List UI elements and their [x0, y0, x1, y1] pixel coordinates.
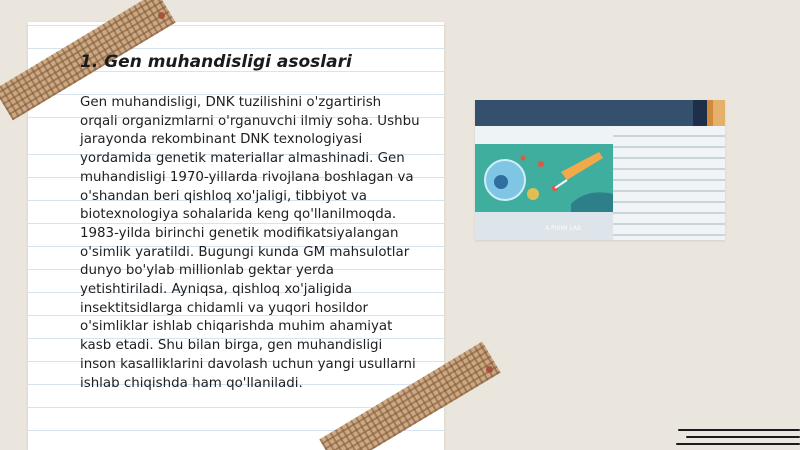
image-header-bar — [475, 100, 725, 126]
decorative-line-2 — [686, 436, 800, 438]
tape-pin-bottom — [486, 366, 493, 373]
decorative-line-1 — [678, 429, 800, 431]
decorative-line-3 — [676, 443, 800, 445]
cell-icon — [475, 144, 613, 212]
slide-body-text: Gen muhandisligi, DNK tuzilishini o'zgartirish orqali organizmlarni o'rganuvchi ilmiy soha. Ushbu jarayonda rekombinant DNK texnologiyasi yordamida genetik materiallar almashinadi. Gen muhandisligi 1970-yillarda rivojlana boshlagan va o'shandan beri qishloq xo'jaligi, tibbiyot va biotexnologiya sohalarida keng qo'llanilmoqda. 1983-yilda birinchi genetik modifikatsiyalangan o'simlik yaratildi. Bugungi kunda GM mahsulotlar dunyo bo'ylab millionlab gektar yerda yetishtiriladi. Ayniqsa, qishloq xo'jaligida insektitsidlarga chidamli va yuqori hosildor o'simliklar ishlab chiqarishda muhim ahamiyat kasb etadi. Shu bilan birga, gen muhandisligi inson kasalliklarini davolash uchun yangi usullarni ishlab chiqishda ham qo'llaniladi. — [80, 95, 420, 391]
image-footer — [475, 212, 613, 240]
tape-pin-top — [158, 12, 165, 19]
slide-title: 1. Gen muhandisligi asoslari — [80, 52, 352, 72]
genetic-engineering-image — [475, 100, 725, 240]
image-caption: A PIXIM LAB — [545, 225, 582, 232]
cell-illustration — [475, 144, 613, 212]
image-text-panel — [613, 126, 725, 240]
